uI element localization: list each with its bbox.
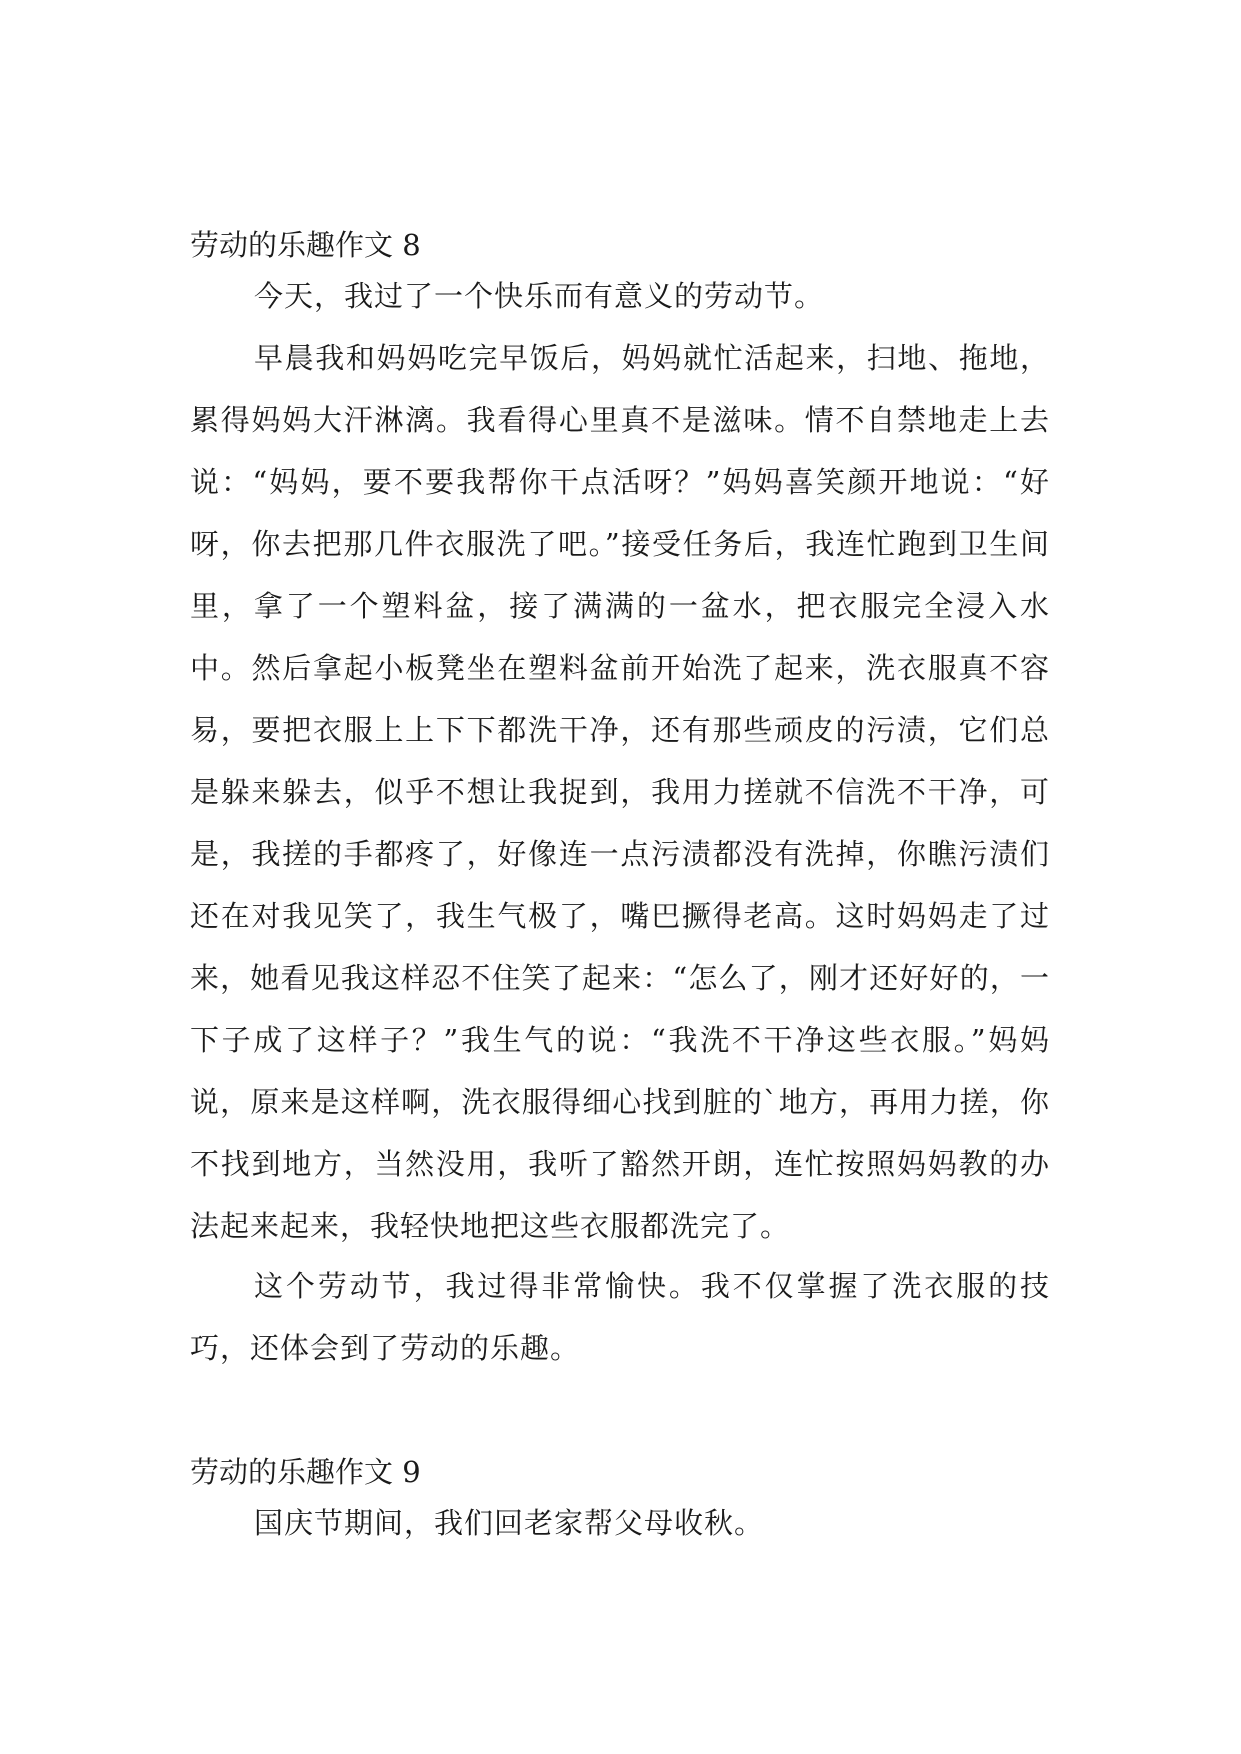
essay-8-paragraph-3: 这个劳动节，我过得非常愉快。我不仅掌握了洗衣服的技巧，还体会到了劳动的乐趣。 xyxy=(190,1269,1050,1365)
essay-9-title: 劳动的乐趣作文 9 xyxy=(190,1455,421,1489)
essay-8-paragraph-1: 今天，我过了一个快乐而有意义的劳动节。 xyxy=(254,279,825,313)
essay-9-paragraph-1: 国庆节期间，我们回老家帮父母收秋。 xyxy=(254,1506,765,1540)
essay-8-title: 劳动的乐趣作文 8 xyxy=(190,228,421,262)
essay-8-paragraph-2: 早晨我和妈妈吃完早饭后，妈妈就忙活起来，扫地、拖地，累得妈妈大汗淋漓。我看得心里真不是滋味。情不自禁地走上去说：“妈妈，要不要我帮你干点活呀？”妈妈喜笑颜开地说：“好呀，你去把那几件衣服洗了吧。”接受任务后，我连忙跑到卫生间里，拿了一个塑料盆，接了满满的一盆水，把衣服完全浸入水中。然后拿起小板凳坐在塑料盆前开始洗了起来，洗衣服真不容易，要把衣服上上下下都洗干净，还有那些顽皮的污渍，它们总是躲来躲去，似乎不想让我捉到，我用力搓就不信洗不干净，可是，我搓的手都疼了，好像连一点污渍都没有洗掉，你瞧污渍们还在对我见笑了，我生气极了，嘴巴撅得老高。这时妈妈走了过来，她看见我这样忍不住笑了起来：“怎么了，刚才还好好的，一下子成了这样子？”我生气的说：“我洗不干净这些衣服。”妈妈说，原来是这样啊，洗衣服得细心找到脏的`地方，再用力搓，你不找到地方，当然没用，我听了豁然开朗，连忙按照妈妈教的办法起来起来，我轻快地把这些衣服都洗完了。 xyxy=(190,341,1050,1243)
